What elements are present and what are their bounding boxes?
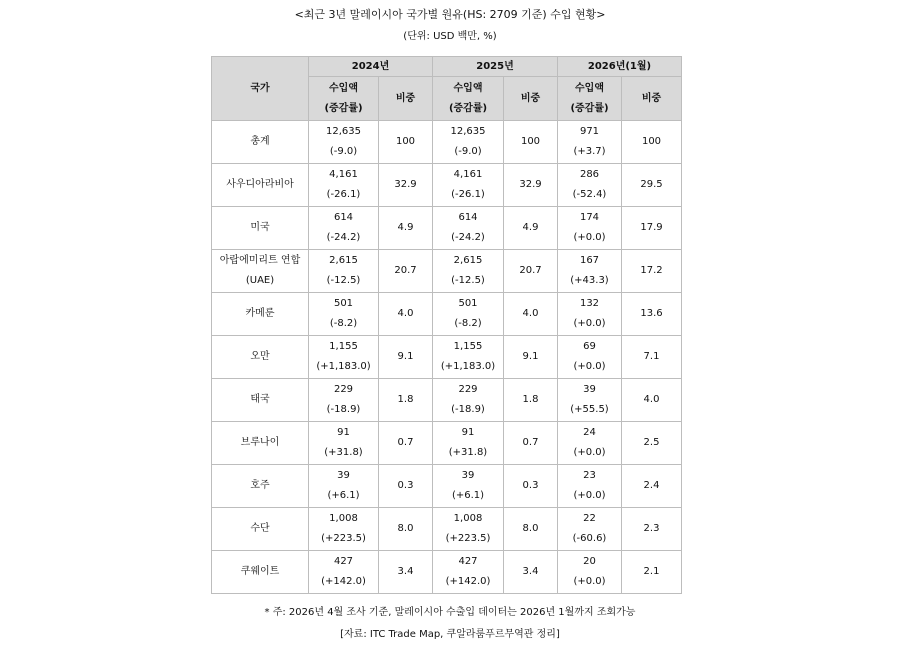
amount-cell [309, 164, 379, 207]
amount-header [309, 77, 379, 121]
unit-label: (단위: USD 백만, %) [403, 31, 497, 42]
table-row [212, 551, 682, 594]
share-value: 8.0 [397, 523, 414, 534]
share-cell [379, 379, 433, 422]
change-rate: (-18.9) [451, 404, 485, 415]
table-row [212, 293, 682, 336]
amount-cell [558, 422, 622, 465]
country-cell [212, 465, 309, 508]
share-value: 32.9 [519, 179, 542, 190]
amount-cell [309, 121, 379, 164]
change-rate: (+0.0) [573, 361, 606, 372]
share-cell [379, 207, 433, 250]
share-value: 7.1 [643, 351, 660, 362]
amount-cell [558, 336, 622, 379]
amount-cell [558, 508, 622, 551]
import-value: 1,155 [453, 341, 483, 352]
import-value: 39 [337, 470, 350, 481]
share-value: 4.9 [522, 222, 539, 233]
share-value: 29.5 [640, 179, 663, 190]
change-rate: (+223.5) [321, 533, 366, 544]
country-name: 카메룬 [245, 308, 275, 319]
country-name: 태국 [250, 394, 270, 405]
change-rate: (+142.0) [445, 576, 491, 587]
amount-cell [558, 551, 622, 594]
amount-cell [558, 250, 622, 293]
country-cell [212, 293, 309, 336]
share-cell [504, 465, 558, 508]
share-value: 4.0 [643, 394, 660, 405]
change-rate: (+3.7) [573, 146, 606, 157]
import-value: 1,008 [453, 513, 483, 524]
country-cell [212, 207, 309, 250]
country-name: 호주 [250, 480, 270, 491]
change-rate: (-24.2) [326, 232, 361, 243]
import-value: 22 [583, 513, 596, 524]
amount-cell [433, 121, 504, 164]
change-rate: (-24.2) [451, 232, 485, 243]
import-value: 614 [458, 212, 478, 223]
change-rate: (+0.0) [573, 232, 606, 243]
amount-cell [558, 465, 622, 508]
import-value: 501 [333, 298, 354, 309]
share-value: 20.7 [394, 265, 417, 276]
share-cell [379, 121, 433, 164]
share-cell [504, 164, 558, 207]
share-cell [504, 336, 558, 379]
share-cell [379, 422, 433, 465]
country-cell [212, 164, 309, 207]
change-rate: (-8.2) [454, 318, 482, 329]
share-cell [622, 293, 682, 336]
share-value: 0.3 [522, 480, 539, 491]
change-rate: (+6.1) [451, 490, 485, 501]
table-row [212, 379, 682, 422]
import-value: 286 [579, 169, 600, 180]
share-value: 9.1 [397, 351, 414, 362]
country-name: 아랍에미리트 연합 [219, 255, 301, 266]
share-cell [622, 164, 682, 207]
share-cell [379, 465, 433, 508]
amount-cell [433, 336, 504, 379]
share-value: 13.6 [640, 308, 663, 319]
change-rate: (+43.3) [570, 275, 609, 286]
share-value: 32.9 [394, 179, 417, 190]
amount-cell [309, 293, 379, 336]
country-cell [212, 250, 309, 293]
country-name: 브루나이 [240, 437, 280, 448]
amount-cell [309, 250, 379, 293]
change-rate: (+0.0) [573, 576, 606, 587]
year-header-2024: 2024년 [309, 57, 433, 77]
share-cell [622, 379, 682, 422]
amount-cell [309, 422, 379, 465]
import-value: 39 [461, 470, 475, 481]
share-value: 1.8 [397, 394, 414, 405]
import-value: 132 [579, 298, 600, 309]
share-value: 4.9 [397, 222, 414, 233]
year-header-2026: 2026년(1월) [558, 57, 682, 77]
amount-cell [433, 293, 504, 336]
share-value: 100 [641, 136, 662, 147]
footnote: * 주: 2026년 4월 조사 기준, 말레이시아 수출입 데이터는 2026년 1월까지 조회가능 [264, 607, 636, 618]
country-name: 쿠웨이트 [240, 566, 280, 577]
country-name: 사우디아라비아 [226, 179, 294, 190]
share-value: 4.0 [397, 308, 414, 319]
amount-cell [309, 336, 379, 379]
amount-header [433, 77, 504, 121]
country-cell [212, 508, 309, 551]
source-note: [자료: ITC Trade Map, 쿠알라룸푸르무역관 정리] [340, 629, 560, 640]
table-row [212, 121, 682, 164]
share-cell [622, 250, 682, 293]
import-value: 614 [333, 212, 354, 223]
change-rate: (+0.0) [573, 447, 606, 458]
change-rate: (-9.0) [329, 146, 358, 157]
country-header: 국가 [212, 57, 309, 121]
change-rate: (+55.5) [570, 404, 609, 415]
country-name: 수단 [250, 523, 270, 534]
amount-cell [433, 422, 504, 465]
change-rate: (+31.8) [448, 447, 488, 458]
import-value: 12,635 [326, 126, 361, 137]
change-rate: (+223.5) [445, 533, 491, 544]
amount-cell [558, 207, 622, 250]
change-rate: (-12.5) [451, 275, 485, 286]
share-value: 4.0 [522, 308, 539, 319]
share-header: 비중 [622, 77, 682, 121]
share-value: 9.1 [522, 351, 539, 362]
import-value: 4,161 [453, 169, 483, 180]
change-rate-header-label: (증감률) [570, 102, 609, 114]
amount-cell [558, 164, 622, 207]
amount-cell [433, 164, 504, 207]
import-table [211, 56, 682, 594]
share-cell [504, 422, 558, 465]
import-value: 24 [583, 427, 596, 438]
import-value: 2,615 [453, 255, 483, 266]
import-value: 427 [333, 556, 354, 567]
share-cell [504, 121, 558, 164]
share-value: 100 [395, 136, 416, 147]
country-cell [212, 121, 309, 164]
change-rate: (-9.0) [454, 146, 482, 157]
amount-cell [309, 379, 379, 422]
table-row [212, 164, 682, 207]
table-row [212, 422, 682, 465]
share-value: 0.7 [522, 437, 539, 448]
share-cell [622, 508, 682, 551]
share-cell [379, 551, 433, 594]
change-rate: (-18.9) [326, 404, 361, 415]
table-body [212, 121, 682, 594]
amount-header-label: 수입액 [329, 82, 358, 94]
country-name: 총계 [250, 136, 270, 147]
import-value: 39 [583, 384, 596, 395]
share-value: 20.7 [519, 265, 542, 276]
change-rate: (+1,183.0) [316, 361, 371, 372]
share-cell [622, 121, 682, 164]
table-row [212, 508, 682, 551]
change-rate: (-26.1) [326, 189, 361, 200]
amount-cell [433, 250, 504, 293]
share-cell [379, 164, 433, 207]
country-cell [212, 336, 309, 379]
import-value: 501 [458, 298, 478, 309]
share-value: 2.3 [643, 523, 660, 534]
share-value: 0.7 [397, 437, 414, 448]
share-value: 17.2 [640, 265, 663, 276]
amount-cell [309, 207, 379, 250]
change-rate: (-12.5) [326, 275, 361, 286]
import-value: 69 [583, 341, 596, 352]
amount-cell [558, 121, 622, 164]
amount-cell [433, 379, 504, 422]
change-rate: (+0.0) [573, 490, 606, 501]
import-value: 229 [458, 384, 478, 395]
amount-cell [433, 207, 504, 250]
change-rate: (+31.8) [324, 447, 363, 458]
amount-header [558, 77, 622, 121]
share-value: 17.9 [640, 222, 663, 233]
import-value: 4,161 [329, 169, 358, 180]
share-cell [622, 465, 682, 508]
share-cell [504, 508, 558, 551]
table-title: <최근 3년 말레이시아 국가별 원유(HS: 2709 기준) 수입 현황> [294, 8, 606, 21]
share-value: 100 [520, 136, 541, 147]
change-rate: (+6.1) [327, 490, 360, 501]
country-name: 미국 [250, 222, 270, 233]
share-cell [504, 250, 558, 293]
share-cell [622, 422, 682, 465]
share-value: 0.3 [397, 480, 414, 491]
amount-cell [433, 508, 504, 551]
share-value: 2.5 [643, 437, 660, 448]
share-header: 비중 [504, 77, 558, 121]
amount-cell [433, 551, 504, 594]
share-cell [622, 207, 682, 250]
import-value: 427 [458, 556, 478, 567]
import-value: 20 [583, 556, 596, 567]
country-name: (UAE) [245, 275, 275, 286]
amount-cell [309, 508, 379, 551]
share-header: 비중 [379, 77, 433, 121]
import-value: 167 [579, 255, 600, 266]
import-value: 1,155 [329, 341, 358, 352]
share-value: 8.0 [522, 523, 539, 534]
share-cell [504, 293, 558, 336]
change-rate-header-label: (증감률) [448, 102, 488, 114]
share-value: 2.1 [643, 566, 660, 577]
amount-header-label: 수입액 [575, 82, 604, 94]
amount-cell [558, 293, 622, 336]
year-header-2025: 2025년 [433, 57, 558, 77]
import-value: 2,615 [329, 255, 358, 266]
change-rate: (+142.0) [321, 576, 366, 587]
table-row [212, 207, 682, 250]
share-value: 3.4 [522, 566, 539, 577]
country-cell [212, 422, 309, 465]
import-value: 91 [461, 427, 475, 438]
country-name: 오만 [250, 351, 270, 362]
change-rate-header-label: (증감률) [324, 102, 363, 114]
table-header [212, 57, 682, 121]
amount-cell [433, 465, 504, 508]
amount-cell [309, 465, 379, 508]
import-value: 12,635 [450, 126, 486, 137]
share-cell [622, 551, 682, 594]
import-value: 174 [579, 212, 600, 223]
table-row [212, 250, 682, 293]
amount-header-label: 수입액 [453, 82, 483, 94]
change-rate: (+0.0) [573, 318, 606, 329]
share-cell [504, 207, 558, 250]
share-cell [504, 379, 558, 422]
table-row [212, 465, 682, 508]
share-value: 2.4 [643, 480, 660, 491]
import-value: 971 [579, 126, 600, 137]
change-rate: (-60.6) [572, 533, 607, 544]
table-row [212, 336, 682, 379]
import-value: 1,008 [329, 513, 358, 524]
change-rate: (+1,183.0) [440, 361, 496, 372]
amount-cell [309, 551, 379, 594]
share-cell [379, 293, 433, 336]
import-value: 229 [333, 384, 354, 395]
amount-cell [558, 379, 622, 422]
change-rate: (-8.2) [329, 318, 358, 329]
change-rate: (-26.1) [451, 189, 485, 200]
share-value: 3.4 [397, 566, 414, 577]
import-value: 91 [337, 427, 350, 438]
change-rate: (-52.4) [572, 189, 607, 200]
share-cell [379, 250, 433, 293]
import-value: 23 [583, 470, 596, 481]
share-value: 1.8 [522, 394, 539, 405]
share-cell [504, 551, 558, 594]
country-cell [212, 379, 309, 422]
share-cell [379, 336, 433, 379]
country-cell [212, 551, 309, 594]
share-cell [379, 508, 433, 551]
share-cell [622, 336, 682, 379]
